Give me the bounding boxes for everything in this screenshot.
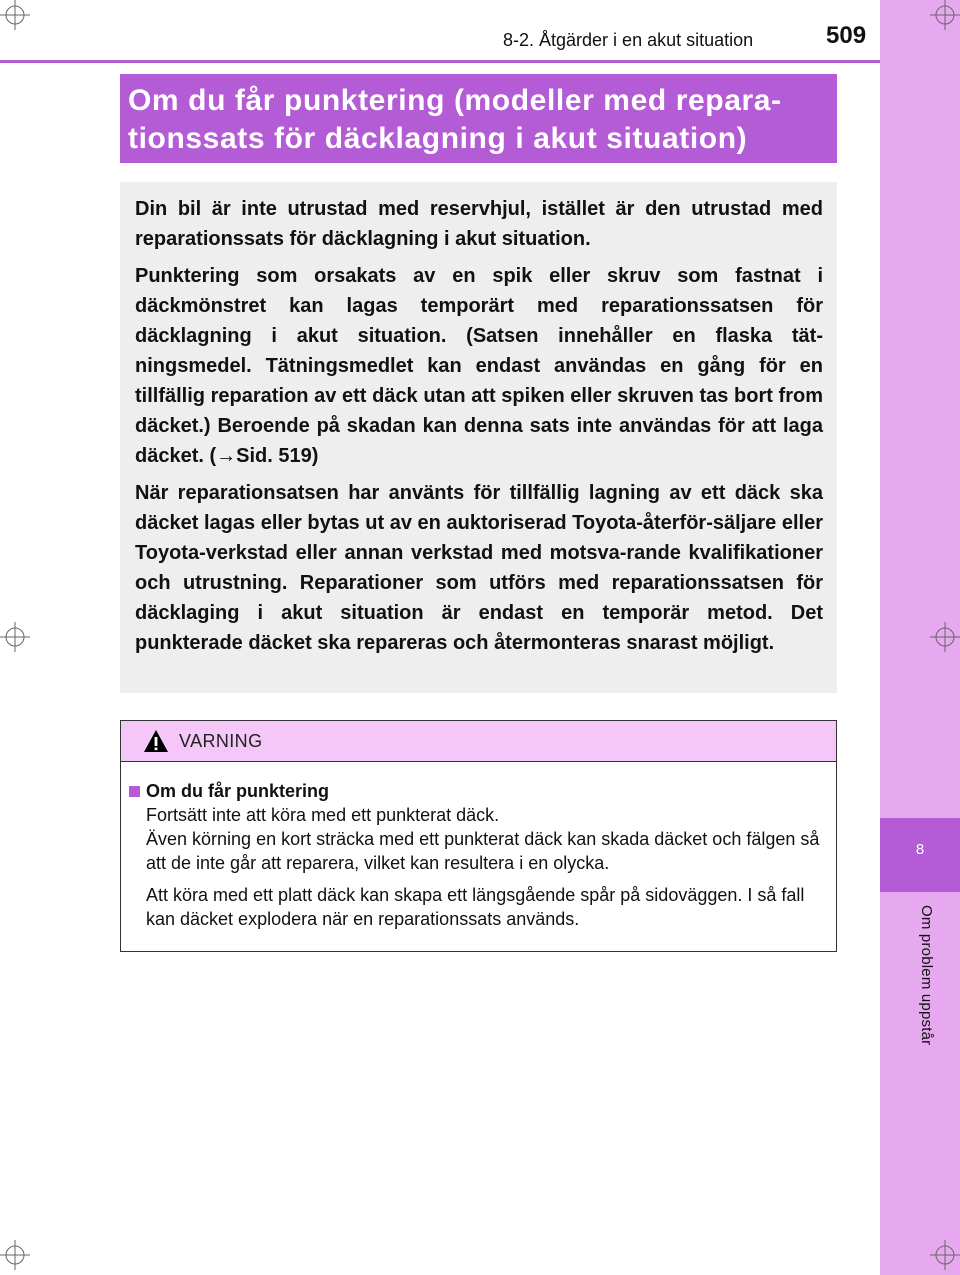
chapter-number-tab[interactable]: 8 bbox=[880, 818, 960, 892]
warning-line-3: Att köra med ett platt däck kan skapa ett längsgående spår på sidoväggen. I så fall kan däcket explodera när en reparationssats används. bbox=[146, 885, 805, 929]
warning-line-1: Fortsätt inte att köra med ett punkterat däck. bbox=[146, 805, 500, 825]
bullet-square-icon bbox=[129, 786, 140, 797]
section-title-line-2: tionssats för däcklagning i akut situation) bbox=[128, 122, 748, 155]
crop-mark-mid-left bbox=[0, 622, 30, 652]
crop-mark-top-left bbox=[0, 0, 30, 30]
section-title-line-1: Om du får punktering (modeller med repara- bbox=[128, 84, 782, 117]
section-header: 8-2. Åtgärder i en akut situation bbox=[503, 30, 754, 50]
warning-subheading-text: Om du får punktering bbox=[146, 781, 330, 801]
warning-header bbox=[121, 721, 836, 762]
header-rule bbox=[0, 60, 880, 63]
crop-mark-bottom-right bbox=[930, 1240, 960, 1270]
crop-mark-mid-right bbox=[930, 622, 960, 652]
warning-box bbox=[120, 720, 837, 952]
warning-subheading bbox=[129, 779, 829, 803]
warning-body bbox=[129, 779, 829, 931]
crop-mark-bottom-left bbox=[0, 1240, 30, 1270]
intro-box bbox=[120, 182, 837, 693]
chapter-label: Om problem uppstår bbox=[918, 905, 935, 1046]
section-title-box bbox=[120, 74, 837, 163]
warning-title: VARNING bbox=[179, 731, 263, 751]
crop-mark-top-right bbox=[930, 0, 960, 30]
section-title bbox=[128, 82, 833, 158]
intro-paragraph-2: Punktering som orsakats av en spik eller skruv som fastnat i däckmönstret kan lagas temporärt med reparationssatsen för däcklagning i akut situation. (Satsen innehåller en flaska tät-ningsmedel. Tätningsmedlet kan endast användas en gång för en tillfällig reparation av ett däck utan att spiken eller skruven tas bort from däcket.) Beroende på skadan kan denna sats inte användas för att laga däcket. (→Sid. 519) bbox=[135, 265, 823, 467]
intro-paragraph-3: När reparationsatsen har använts för tillfällig lagning av ett däck ska däcket lagas eller bytas ut av en auktoriserad Toyota-återför-säljare eller Toyota-verkstad eller annan verkstad med motsva-rande kvalifikationer och utrustning. Reparationer som utförs med reparationssatsen för däcklaging i akut situation är endast en temporär metod. Det punkterade däcket ska repareras och återmonteras snarast möjligt. bbox=[135, 482, 823, 654]
warning-line-2: Även körning en kort sträcka med ett punkterat däck kan skada däcket och fälgen så att de inte går att reparera, vilket kan resultera i en olycka. bbox=[146, 829, 820, 873]
warning-triangle-icon bbox=[143, 729, 169, 753]
page-number: 509 bbox=[826, 22, 867, 49]
intro-paragraph-1: Din bil är inte utrustad med reservhjul, istället är den utrustad med reparationssats för däcklagning i akut situation. bbox=[135, 198, 823, 250]
